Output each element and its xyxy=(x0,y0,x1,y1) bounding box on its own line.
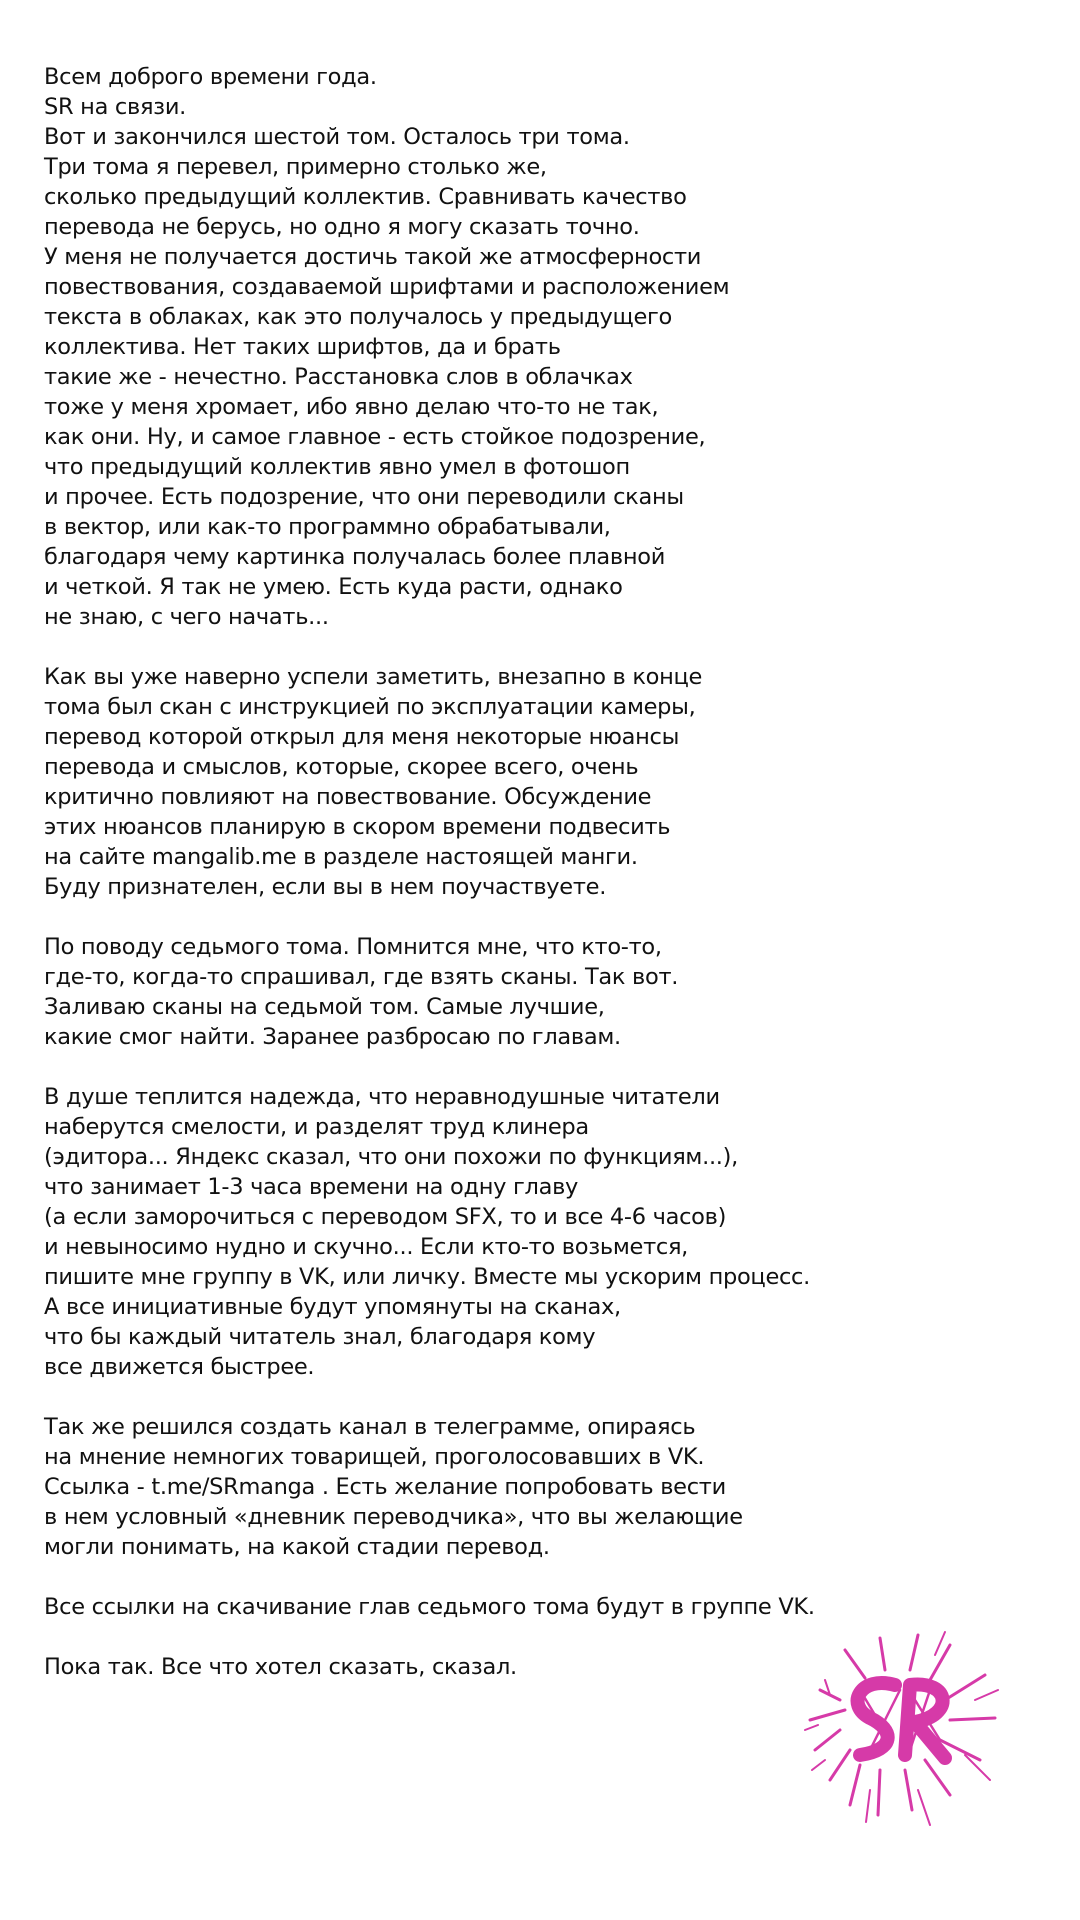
letter-paragraph xyxy=(44,1592,1044,1622)
letter-line: Всем доброго времени года. xyxy=(44,64,377,90)
letter-line: в вектор, или как-то программно обрабатывали, xyxy=(44,514,611,540)
letter-line: и прочее. Есть подозрение, что они переводили сканы xyxy=(44,484,684,510)
letter-line: (а если заморочиться с переводом SFX, то и все 4-6 часов) xyxy=(44,1204,727,1230)
letter-line: могли понимать, на какой стадии перевод. xyxy=(44,1534,550,1560)
sr-signature-icon xyxy=(800,1630,1000,1830)
letter-line: повествования, создаваемой шрифтами и расположением xyxy=(44,274,730,300)
letter-line: Буду признателен, если вы в нем поучаствуете. xyxy=(44,874,607,900)
letter-line: этих нюансов планирую в скором времени подвесить xyxy=(44,814,671,840)
letter-line: перевода не берусь, но одно я могу сказать точно. xyxy=(44,214,640,240)
letter-line: Три тома я перевел, примерно столько же, xyxy=(44,154,547,180)
letter-line: тоже у меня хромает, ибо явно делаю что-то не так, xyxy=(44,394,659,420)
letter-line: такие же - нечестно. Расстановка слов в облачках xyxy=(44,364,633,390)
letter-line: все движется быстрее. xyxy=(44,1354,315,1380)
letter-line: наберутся смелости, и разделят труд клинера xyxy=(44,1114,589,1140)
letter-paragraph xyxy=(44,62,1044,632)
letter-paragraph xyxy=(44,1082,1044,1382)
letter-line: А все инициативные будут упомянуты на сканах, xyxy=(44,1294,621,1320)
letter-line: критично повлияют на повествование. Обсуждение xyxy=(44,784,652,810)
letter-line: Как вы уже наверно успели заметить, внезапно в конце xyxy=(44,664,703,690)
letter-line: тома был скан с инструкцией по эксплуатации камеры, xyxy=(44,694,696,720)
letter-paragraph xyxy=(44,662,1044,902)
letter-line: где-то, когда-то спрашивал, где взять сканы. Так вот. xyxy=(44,964,679,990)
letter-line: и четкой. Я так не умею. Есть куда расти, однако xyxy=(44,574,623,600)
letter-line: как они. Ну, и самое главное - есть стойкое подозрение, xyxy=(44,424,706,450)
letter-line: сколько предыдущий коллектив. Сравнивать качество xyxy=(44,184,687,210)
letter-line: на мнение немногих товарищей, проголосовавших в VK. xyxy=(44,1444,705,1470)
letter-line: Пока так. Все что хотел сказать, сказал. xyxy=(44,1654,517,1680)
letter-line: Ссылка - t.me/SRmanga . Есть желание попробовать вести xyxy=(44,1474,726,1500)
letter-line: не знаю, с чего начать... xyxy=(44,604,329,630)
letter-line: благодаря чему картинка получалась более плавной xyxy=(44,544,666,570)
letter-line: Все ссылки на скачивание глав седьмого тома будут в группе VK. xyxy=(44,1594,815,1620)
letter-line: коллектива. Нет таких шрифтов, да и брать xyxy=(44,334,561,360)
letter-line: в нем условный «дневник переводчика», что вы желающие xyxy=(44,1504,743,1530)
letter-line: Вот и закончился шестой том. Осталось три тома. xyxy=(44,124,630,150)
letter-line: (эдитора... Яндекс сказал, что они похожи по функциям...), xyxy=(44,1144,738,1170)
letter-line: перевода и смыслов, которые, скорее всего, очень xyxy=(44,754,639,780)
letter-line: на сайте mangalib.me в разделе настоящей манги. xyxy=(44,844,638,870)
letter-line: перевод которой открыл для меня некоторые нюансы xyxy=(44,724,680,750)
letter-line: Так же решился создать канал в телеграмме, опираясь xyxy=(44,1414,696,1440)
letter-line: SR на связи. xyxy=(44,94,187,120)
letter-line: По поводу седьмого тома. Помнится мне, что кто-то, xyxy=(44,934,662,960)
letter-line: текста в облаках, как это получалось у предыдущего xyxy=(44,304,672,330)
letter-line: пишите мне группу в VK, или личку. Вместе мы ускорим процесс. xyxy=(44,1264,810,1290)
letter-paragraph xyxy=(44,932,1044,1052)
letter-line: что занимает 1-3 часа времени на одну главу xyxy=(44,1174,579,1200)
letter-line: У меня не получается достичь такой же атмосферности xyxy=(44,244,702,270)
letter-line: что бы каждый читатель знал, благодаря кому xyxy=(44,1324,596,1350)
letter-line: Заливаю сканы на седьмой том. Самые лучшие, xyxy=(44,994,605,1020)
letter-line: какие смог найти. Заранее разбросаю по главам. xyxy=(44,1024,621,1050)
letter-line: что предыдущий коллектив явно умел в фотошоп xyxy=(44,454,630,480)
letter-line: В душе теплится надежда, что неравнодушные читатели xyxy=(44,1084,720,1110)
letter-paragraph xyxy=(44,1412,1044,1562)
translator-letter xyxy=(44,62,1044,1712)
letter-line: и невыносимо нудно и скучно... Если кто-то возьмется, xyxy=(44,1234,689,1260)
